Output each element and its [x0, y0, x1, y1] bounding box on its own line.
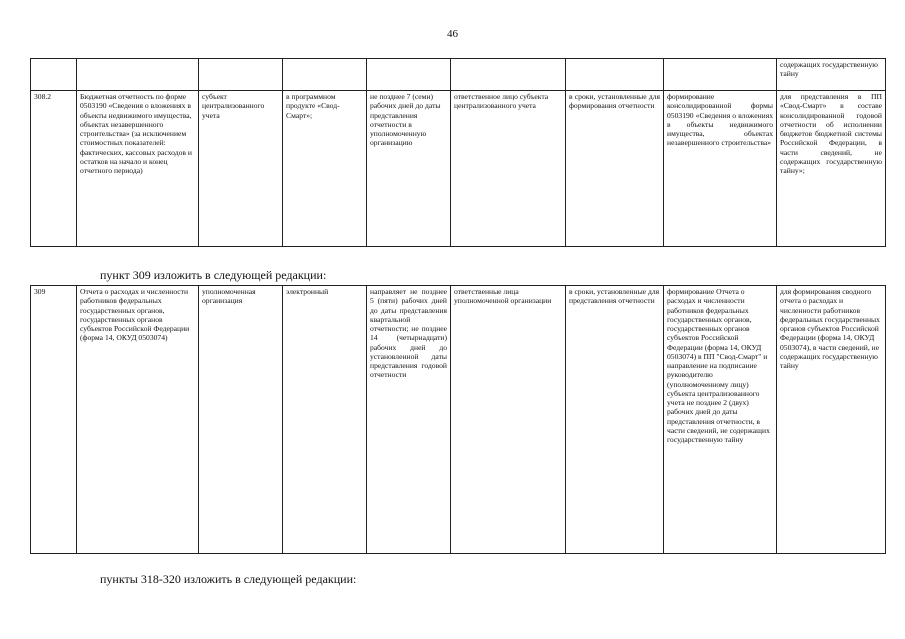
instruction-318-320: пункты 318-320 изложить в следующей редакции: — [100, 572, 357, 586]
form-cell: электронный — [283, 286, 367, 554]
continuation-cell: содержащих государственную тайну — [777, 59, 886, 91]
responsible-cell: ответственное лицо субъекта централизованного учета — [451, 91, 566, 247]
continuation-row — [31, 59, 886, 91]
deadline-cell: не позднее 7 (семи) рабочих дней до даты представления отчетности в уполномоченную организацию — [367, 91, 451, 247]
table-row — [31, 91, 886, 247]
report-name-cell: Бюджетная отчетность по форме 0503190 «Сведения о вложениях в объекты недвижимого имущества, объектах незавершенного строительства» (за исключением стоимостных показателей: фактических, кассовых расходов и остатков на начало и конец отчетного периода) — [77, 91, 199, 247]
purpose-cell: для представления в ПП «Свод-Смарт» в составе консолидированной годовой отчетности об исполнении бюджетов бюджетной системы Российской Федерации, в части сведений, не содержащих государственную тайну»; — [777, 91, 886, 247]
actions-cell: формирование Отчета о расходах и численности работников федеральных государственных органов, государственных органов субъектов Российской Федерации (форма 14, ОКУД 0503074) в ПП "Свод-Смарт" и направление на подписание руководителю (уполномоченному лицу) субъекта централизованного учета не позднее 2 (двух) рабочих дней до даты представления отчетности, в части сведений, не содержащих государственную тайну — [664, 286, 777, 554]
actions-cell: формирование консолидированной формы 0503190 «Сведения о вложениях в объекты недвижимого имущества, объектах незавершенного строительства» — [664, 91, 777, 247]
report-name-cell: Отчета о расходах и численности работников федеральных государственных органов, государственных органов субъектов Российской Федерации (форма 14, ОКУД 0503074) — [77, 286, 199, 554]
table-row — [31, 286, 886, 554]
submitter-cell: субъект централизованного учета — [199, 91, 283, 247]
instruction-309: пункт 309 изложить в следующей редакции: — [100, 268, 327, 282]
terms-cell: в сроки, установленные для представления отчетности — [566, 286, 664, 554]
row-number: 308.2 — [31, 91, 77, 247]
regulation-table-308-2 — [30, 58, 886, 247]
responsible-cell: ответственные лица уполномоченной организации — [451, 286, 566, 554]
page-number: 46 — [447, 28, 458, 40]
regulation-table-309 — [30, 285, 886, 554]
terms-cell: в сроки, установленные для формирования отчетности — [566, 91, 664, 247]
form-cell: в программном продукте «Свод-Смарт»; — [283, 91, 367, 247]
row-number: 309 — [31, 286, 77, 554]
purpose-cell: для формирования сводного отчета о расходах и численности работников федеральных государственных органов субъектов Российской Федерации (форма 14, ОКУД 0503074), в части сведений, не содержащих государственную тайну — [777, 286, 886, 554]
deadline-cell: направляет не позднее 5 (пяти) рабочих дней до даты представления квартальной отчетности; не позднее 14 (четырнадцати) рабочих дней до установленной даты представления годовой отчетности — [367, 286, 451, 554]
submitter-cell: уполномоченная организация — [199, 286, 283, 554]
